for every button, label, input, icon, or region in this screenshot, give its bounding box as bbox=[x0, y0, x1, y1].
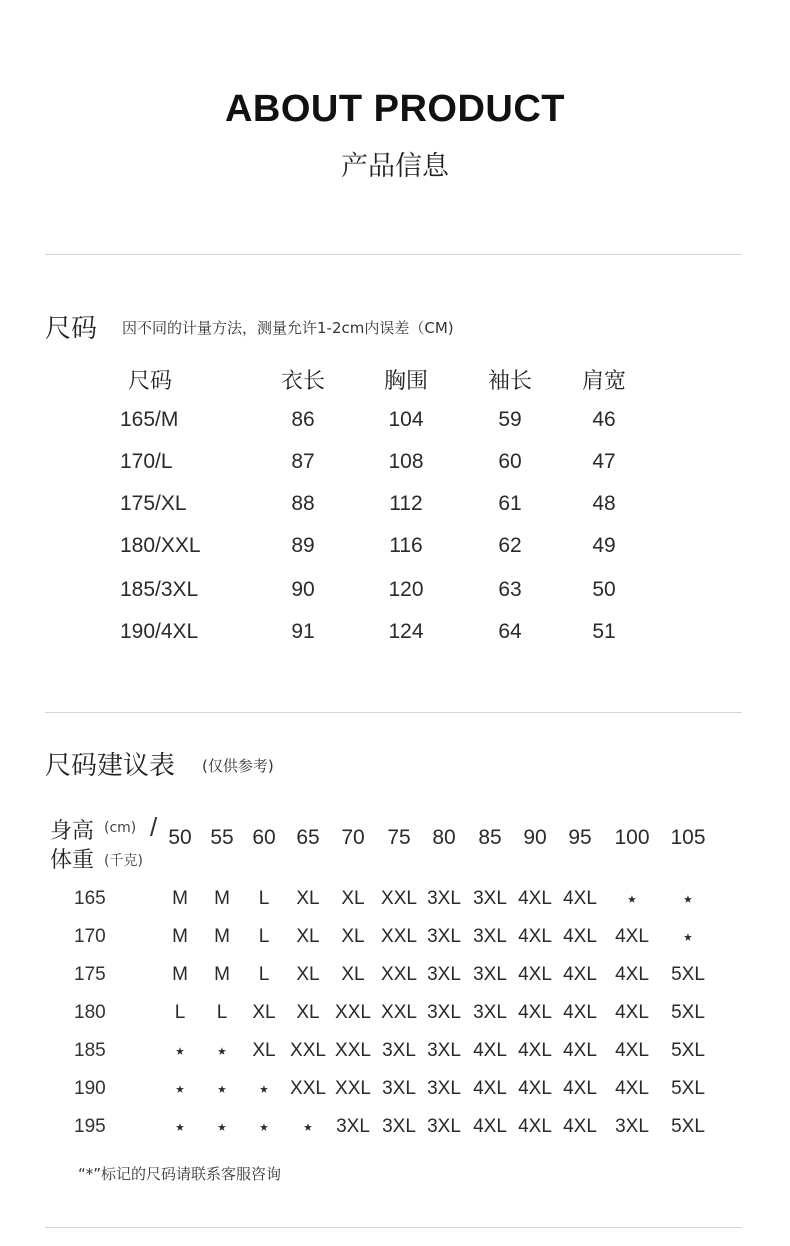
size-table-value-cell: 59 bbox=[498, 408, 522, 431]
height-row-label: 195 bbox=[74, 1116, 106, 1137]
recommend-size-cell: 3XL bbox=[473, 926, 507, 947]
size-table-value-cell: 87 bbox=[291, 450, 315, 473]
divider-bottom bbox=[45, 1227, 742, 1228]
recommend-size-cell: 4XL bbox=[563, 964, 597, 985]
size-table-header-cell: 胸围 bbox=[383, 369, 429, 394]
size-table-value-cell: 86 bbox=[291, 408, 315, 431]
height-row-label: 175 bbox=[74, 964, 106, 985]
weight-column-header: 65 bbox=[296, 826, 320, 849]
recommend-size-cell: 3XL bbox=[615, 1116, 649, 1137]
recommend-size-cell: XXL bbox=[381, 1002, 417, 1023]
height-row-label: 185 bbox=[74, 1040, 106, 1061]
star-icon: ⋆ bbox=[173, 1116, 187, 1139]
recommend-size-cell: 3XL bbox=[473, 1002, 507, 1023]
weight-column-header: 80 bbox=[432, 826, 456, 849]
size-table-row bbox=[0, 408, 790, 438]
recommend-size-cell: 5XL bbox=[671, 1002, 705, 1023]
weight-label: 体重 bbox=[50, 848, 95, 873]
weight-column-header: 90 bbox=[523, 826, 547, 849]
recommend-size-cell: 3XL bbox=[473, 964, 507, 985]
recommend-size-cell: XXL bbox=[381, 964, 417, 985]
size-table-value-cell: 88 bbox=[291, 492, 315, 515]
recommend-size-cell: 4XL bbox=[615, 1040, 649, 1061]
size-table-value-cell: 116 bbox=[389, 534, 423, 557]
recommend-size-cell: XL bbox=[341, 888, 365, 909]
recommend-size-cell: XL bbox=[296, 888, 320, 909]
weight-column-header: 60 bbox=[252, 826, 276, 849]
size-section-title: 尺码 bbox=[45, 314, 98, 344]
recommend-size-cell: 4XL bbox=[518, 1002, 552, 1023]
weight-column-header: 105 bbox=[670, 826, 706, 849]
recommend-size-cell: 5XL bbox=[671, 1040, 705, 1061]
size-table-header-cell: 尺码 bbox=[127, 369, 173, 394]
weight-column-header: 70 bbox=[341, 826, 365, 849]
recommend-size-cell: XL bbox=[296, 1002, 320, 1023]
height-row-label: 190 bbox=[74, 1078, 106, 1099]
size-table-row bbox=[0, 578, 790, 608]
size-table-value-cell: 124 bbox=[388, 620, 424, 643]
recommend-size-cell: M bbox=[214, 964, 230, 985]
recommend-section-note: (仅供参考) bbox=[202, 757, 274, 775]
size-table-header bbox=[0, 364, 790, 394]
size-table-value-cell: 108 bbox=[388, 450, 424, 473]
recommend-table-row bbox=[0, 1116, 790, 1146]
size-table-row bbox=[0, 492, 790, 522]
size-table-value-cell: 47 bbox=[592, 450, 616, 473]
recommend-size-cell: 4XL bbox=[518, 1116, 552, 1137]
recommend-size-cell: 3XL bbox=[427, 1040, 461, 1061]
size-table-value-cell: 64 bbox=[498, 620, 522, 643]
recommend-table-row bbox=[0, 888, 790, 918]
divider-top bbox=[45, 254, 742, 255]
size-table-value-cell: 63 bbox=[498, 578, 522, 601]
size-table-value-cell: 62 bbox=[498, 534, 522, 557]
recommend-size-cell: 3XL bbox=[382, 1078, 416, 1099]
recommend-size-cell: XXL bbox=[381, 888, 417, 909]
weight-column-header: 95 bbox=[568, 826, 592, 849]
star-icon: ⋆ bbox=[681, 926, 695, 949]
height-unit: (cm) bbox=[104, 820, 137, 836]
star-icon: ⋆ bbox=[215, 1116, 229, 1139]
recommend-size-cell: XL bbox=[252, 1002, 276, 1023]
recommend-size-cell: 4XL bbox=[563, 1116, 597, 1137]
size-table-row bbox=[0, 620, 790, 650]
recommend-size-cell: XL bbox=[296, 964, 320, 985]
size-table-size-cell: 185/3XL bbox=[120, 578, 199, 601]
recommend-size-cell: 3XL bbox=[427, 926, 461, 947]
weight-column-header: 85 bbox=[478, 826, 502, 849]
recommend-size-cell: M bbox=[214, 888, 230, 909]
size-table-value-cell: 89 bbox=[291, 534, 315, 557]
recommend-size-cell: XXL bbox=[335, 1078, 371, 1099]
recommend-size-cell: 4XL bbox=[563, 888, 597, 909]
size-table-header-cell: 肩宽 bbox=[581, 369, 627, 394]
star-icon: ⋆ bbox=[257, 1078, 271, 1101]
recommend-size-cell: 3XL bbox=[336, 1116, 370, 1137]
recommend-size-cell: 4XL bbox=[563, 1040, 597, 1061]
size-table-size-cell: 170/L bbox=[120, 450, 173, 473]
recommend-size-cell: XXL bbox=[381, 926, 417, 947]
star-icon: ⋆ bbox=[681, 888, 695, 911]
recommend-table-row bbox=[0, 1002, 790, 1032]
size-table-value-cell: 112 bbox=[389, 492, 423, 515]
recommend-table-row bbox=[0, 1078, 790, 1108]
star-icon: ⋆ bbox=[257, 1116, 271, 1139]
size-table-header-cell: 袖长 bbox=[487, 369, 533, 394]
recommend-size-cell: 4XL bbox=[518, 926, 552, 947]
recommend-size-cell: 4XL bbox=[615, 1002, 649, 1023]
star-icon: ⋆ bbox=[215, 1078, 229, 1101]
recommend-size-cell: M bbox=[172, 888, 188, 909]
recommend-table-row bbox=[0, 1040, 790, 1070]
weight-column-header: 75 bbox=[387, 826, 411, 849]
size-section-note: 因不同的计量方法，测量允许1-2cm内误差（CM) bbox=[122, 319, 454, 337]
recommend-size-cell: XXL bbox=[290, 1078, 326, 1099]
weight-unit: (千克) bbox=[104, 853, 143, 869]
recommend-size-cell: 4XL bbox=[473, 1116, 507, 1137]
recommend-size-cell: XL bbox=[341, 926, 365, 947]
recommend-size-cell: M bbox=[172, 964, 188, 985]
recommend-size-cell: XL bbox=[341, 964, 365, 985]
recommend-size-cell: 3XL bbox=[427, 1002, 461, 1023]
recommend-table-row bbox=[0, 926, 790, 956]
size-table-value-cell: 48 bbox=[592, 492, 616, 515]
star-icon: ⋆ bbox=[301, 1116, 315, 1139]
recommend-size-cell: XXL bbox=[335, 1002, 371, 1023]
recommend-size-cell: XXL bbox=[335, 1040, 371, 1061]
height-label: 身高 bbox=[50, 819, 95, 844]
recommend-size-cell: L bbox=[258, 888, 270, 909]
recommend-size-cell: 3XL bbox=[427, 888, 461, 909]
size-table-value-cell: 104 bbox=[388, 408, 424, 431]
recommend-size-cell: 4XL bbox=[518, 1078, 552, 1099]
height-row-label: 180 bbox=[74, 1002, 106, 1023]
recommend-size-cell: L bbox=[174, 1002, 186, 1023]
recommend-size-cell: 4XL bbox=[563, 1078, 597, 1099]
recommend-size-cell: 4XL bbox=[518, 1040, 552, 1061]
recommend-size-cell: 3XL bbox=[382, 1116, 416, 1137]
recommend-size-cell: 4XL bbox=[563, 1002, 597, 1023]
size-table-size-cell: 180/XXL bbox=[120, 534, 201, 557]
footnote: “*”标记的尺码请联系客服咨询 bbox=[78, 1165, 282, 1183]
recommend-section-title: 尺码建议表 bbox=[45, 751, 176, 781]
size-table-size-cell: 190/4XL bbox=[120, 620, 199, 643]
size-table-value-cell: 120 bbox=[388, 578, 424, 601]
recommend-size-cell: 5XL bbox=[671, 1116, 705, 1137]
size-table-size-cell: 175/XL bbox=[120, 492, 187, 515]
star-icon: ⋆ bbox=[625, 888, 639, 911]
title-en: ABOUT PRODUCT bbox=[224, 88, 566, 130]
divider-middle bbox=[45, 712, 742, 713]
recommend-size-cell: 4XL bbox=[615, 926, 649, 947]
size-table-header-cell: 衣长 bbox=[280, 369, 326, 394]
recommend-size-cell: XXL bbox=[290, 1040, 326, 1061]
recommend-table-row bbox=[0, 964, 790, 994]
recommend-size-cell: 5XL bbox=[671, 1078, 705, 1099]
recommend-size-cell: 3XL bbox=[473, 888, 507, 909]
weight-column-header: 50 bbox=[168, 826, 192, 849]
size-table-value-cell: 46 bbox=[592, 408, 616, 431]
size-table-value-cell: 90 bbox=[291, 578, 315, 601]
recommend-size-cell: 4XL bbox=[518, 964, 552, 985]
recommend-size-cell: L bbox=[258, 964, 270, 985]
recommend-size-cell: 3XL bbox=[427, 1116, 461, 1137]
size-table-row bbox=[0, 534, 790, 564]
size-table-value-cell: 50 bbox=[592, 578, 616, 601]
title-cn: 产品信息 bbox=[341, 151, 449, 182]
recommend-size-cell: 3XL bbox=[382, 1040, 416, 1061]
recommend-size-cell: L bbox=[258, 926, 270, 947]
recommend-size-cell: M bbox=[214, 926, 230, 947]
size-table-value-cell: 51 bbox=[592, 620, 616, 643]
size-table-value-cell: 60 bbox=[498, 450, 522, 473]
height-row-label: 165 bbox=[74, 888, 106, 909]
recommend-size-cell: 4XL bbox=[615, 1078, 649, 1099]
header-slash: / bbox=[150, 812, 158, 842]
recommend-size-cell: 5XL bbox=[671, 964, 705, 985]
star-icon: ⋆ bbox=[215, 1040, 229, 1063]
star-icon: ⋆ bbox=[173, 1040, 187, 1063]
size-table-size-cell: 165/M bbox=[120, 408, 179, 431]
recommend-size-cell: 4XL bbox=[473, 1040, 507, 1061]
size-table-row bbox=[0, 450, 790, 480]
recommend-size-cell: M bbox=[172, 926, 188, 947]
recommend-size-cell: 4XL bbox=[563, 926, 597, 947]
recommend-size-cell: 4XL bbox=[518, 888, 552, 909]
recommend-size-cell: 3XL bbox=[427, 964, 461, 985]
size-table-value-cell: 91 bbox=[291, 620, 315, 643]
size-table-value-cell: 61 bbox=[498, 492, 522, 515]
recommend-size-cell: 4XL bbox=[615, 964, 649, 985]
height-row-label: 170 bbox=[74, 926, 106, 947]
recommend-size-cell: 4XL bbox=[473, 1078, 507, 1099]
recommend-size-cell: XL bbox=[252, 1040, 276, 1061]
recommend-size-cell: 3XL bbox=[427, 1078, 461, 1099]
weight-column-header: 100 bbox=[614, 826, 650, 849]
star-icon: ⋆ bbox=[173, 1078, 187, 1101]
recommend-size-cell: XL bbox=[296, 926, 320, 947]
weight-column-header: 55 bbox=[210, 826, 234, 849]
recommend-size-cell: L bbox=[216, 1002, 228, 1023]
size-table-value-cell: 49 bbox=[592, 534, 616, 557]
